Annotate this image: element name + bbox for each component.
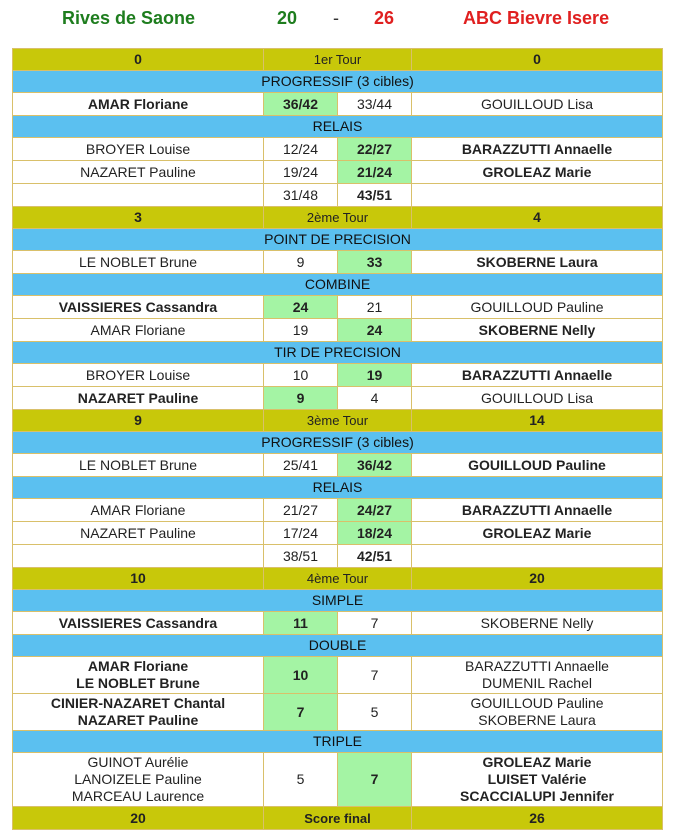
- tour-row: [13, 49, 663, 71]
- score-separator: -: [333, 8, 339, 28]
- away-cumulative-score: 4: [412, 207, 663, 229]
- home-score: 10: [264, 364, 338, 387]
- event-label: PROGRESSIF (3 cibles): [13, 432, 663, 454]
- home-score: 5: [264, 753, 338, 807]
- away-score: 33/44: [338, 93, 412, 116]
- away-score: 24/27: [338, 499, 412, 522]
- tour-label: 4ème Tour: [264, 568, 412, 590]
- away-team-score: 26: [374, 8, 395, 28]
- away-score: 42/51: [338, 545, 412, 568]
- away-score: 7: [338, 612, 412, 635]
- away-team-name: ABC Bievre Isere: [463, 8, 610, 28]
- home-team-score: 20: [277, 8, 298, 28]
- match-row: [13, 138, 663, 161]
- away-score: 22/27: [338, 138, 412, 161]
- home-player: GUINOT Aurélie LANOIZELE Pauline MARCEAU Laurence: [13, 753, 264, 807]
- results-table: [12, 48, 663, 830]
- away-player: BARAZZUTTI Annaelle: [412, 138, 663, 161]
- home-score: 38/51: [264, 545, 338, 568]
- away-cumulative-score: 26: [412, 807, 663, 830]
- home-cumulative-score: 9: [13, 410, 264, 432]
- away-score: 24: [338, 319, 412, 342]
- away-score: 21: [338, 296, 412, 319]
- home-score: 9: [264, 387, 338, 410]
- away-player: GOUILLOUD Lisa: [412, 93, 663, 116]
- home-score: 25/41: [264, 454, 338, 477]
- tour-label: Score final: [264, 807, 412, 830]
- event-row: [13, 432, 663, 454]
- tour-row: [13, 568, 663, 590]
- match-row: [13, 694, 663, 731]
- home-score: 9: [264, 251, 338, 274]
- match-row: [13, 161, 663, 184]
- match-row: [13, 499, 663, 522]
- home-score: 12/24: [264, 138, 338, 161]
- event-label: RELAIS: [13, 116, 663, 138]
- match-row: [13, 184, 663, 207]
- away-score: 19: [338, 364, 412, 387]
- away-score: 43/51: [338, 184, 412, 207]
- event-row: [13, 229, 663, 251]
- event-label: DOUBLE: [13, 635, 663, 657]
- home-score: 11: [264, 612, 338, 635]
- event-label: POINT DE PRECISION: [13, 229, 663, 251]
- match-row: [13, 753, 663, 807]
- home-player: AMAR Floriane: [13, 499, 264, 522]
- event-label: PROGRESSIF (3 cibles): [13, 71, 663, 93]
- event-label: RELAIS: [13, 477, 663, 499]
- home-score: 19/24: [264, 161, 338, 184]
- home-player: [13, 545, 264, 568]
- event-label: TRIPLE: [13, 731, 663, 753]
- match-row: [13, 387, 663, 410]
- home-cumulative-score: 20: [13, 807, 264, 830]
- home-player: CINIER-NAZARET Chantal NAZARET Pauline: [13, 694, 264, 731]
- home-cumulative-score: 3: [13, 207, 264, 229]
- match-row: [13, 251, 663, 274]
- home-player: BROYER Louise: [13, 138, 264, 161]
- home-score: 7: [264, 694, 338, 731]
- event-row: [13, 274, 663, 296]
- match-row: [13, 93, 663, 116]
- match-row: [13, 454, 663, 477]
- tour-label: 3ème Tour: [264, 410, 412, 432]
- event-row: [13, 71, 663, 93]
- away-cumulative-score: 0: [412, 49, 663, 71]
- away-player: GOUILLOUD Lisa: [412, 387, 663, 410]
- away-player: [412, 545, 663, 568]
- event-label: COMBINE: [13, 274, 663, 296]
- home-cumulative-score: 0: [13, 49, 264, 71]
- event-row: [13, 590, 663, 612]
- home-player: [13, 184, 264, 207]
- tour-label: 2ème Tour: [264, 207, 412, 229]
- away-score: 7: [338, 753, 412, 807]
- away-score: 7: [338, 657, 412, 694]
- home-score: 21/27: [264, 499, 338, 522]
- away-player: GROLEAZ Marie LUISET Valérie SCACCIALUPI Jennifer: [412, 753, 663, 807]
- event-row: [13, 477, 663, 499]
- away-player: GOUILLOUD Pauline: [412, 296, 663, 319]
- away-score: 33: [338, 251, 412, 274]
- match-row: [13, 364, 663, 387]
- final-score-row: [13, 807, 663, 830]
- home-player: NAZARET Pauline: [13, 522, 264, 545]
- match-row: [13, 657, 663, 694]
- away-player: GOUILLOUD Pauline SKOBERNE Laura: [412, 694, 663, 731]
- home-player: LE NOBLET Brune: [13, 251, 264, 274]
- home-player: LE NOBLET Brune: [13, 454, 264, 477]
- event-label: TIR DE PRECISION: [13, 342, 663, 364]
- tour-label: 1er Tour: [264, 49, 412, 71]
- home-team-name: Rives de Saone: [62, 8, 196, 28]
- away-player: [412, 184, 663, 207]
- tour-row: [13, 207, 663, 229]
- away-player: SKOBERNE Nelly: [412, 319, 663, 342]
- tour-row: [13, 410, 663, 432]
- away-player: BARAZZUTTI Annaelle: [412, 364, 663, 387]
- home-score: 31/48: [264, 184, 338, 207]
- home-score: 36/42: [264, 93, 338, 116]
- away-player: SKOBERNE Laura: [412, 251, 663, 274]
- match-row: [13, 319, 663, 342]
- home-player: AMAR Floriane: [13, 319, 264, 342]
- home-cumulative-score: 10: [13, 568, 264, 590]
- away-player: GROLEAZ Marie: [412, 522, 663, 545]
- home-player: BROYER Louise: [13, 364, 264, 387]
- away-score: 36/42: [338, 454, 412, 477]
- home-player: NAZARET Pauline: [13, 161, 264, 184]
- match-row: [13, 545, 663, 568]
- home-player: AMAR Floriane: [13, 93, 264, 116]
- match-header: [0, 0, 674, 42]
- event-label: SIMPLE: [13, 590, 663, 612]
- away-score: 18/24: [338, 522, 412, 545]
- away-cumulative-score: 14: [412, 410, 663, 432]
- home-player: AMAR Floriane LE NOBLET Brune: [13, 657, 264, 694]
- away-player: GOUILLOUD Pauline: [412, 454, 663, 477]
- home-player: VAISSIERES Cassandra: [13, 612, 264, 635]
- away-player: BARAZZUTTI Annaelle: [412, 499, 663, 522]
- event-row: [13, 116, 663, 138]
- away-score: 5: [338, 694, 412, 731]
- match-row: [13, 296, 663, 319]
- away-score: 4: [338, 387, 412, 410]
- away-cumulative-score: 20: [412, 568, 663, 590]
- event-row: [13, 635, 663, 657]
- away-score: 21/24: [338, 161, 412, 184]
- home-score: 10: [264, 657, 338, 694]
- away-player: BARAZZUTTI Annaelle DUMENIL Rachel: [412, 657, 663, 694]
- event-row: [13, 731, 663, 753]
- match-row: [13, 612, 663, 635]
- home-score: 17/24: [264, 522, 338, 545]
- home-player: NAZARET Pauline: [13, 387, 264, 410]
- away-player: SKOBERNE Nelly: [412, 612, 663, 635]
- home-score: 19: [264, 319, 338, 342]
- home-score: 24: [264, 296, 338, 319]
- event-row: [13, 342, 663, 364]
- away-player: GROLEAZ Marie: [412, 161, 663, 184]
- home-player: VAISSIERES Cassandra: [13, 296, 264, 319]
- match-row: [13, 522, 663, 545]
